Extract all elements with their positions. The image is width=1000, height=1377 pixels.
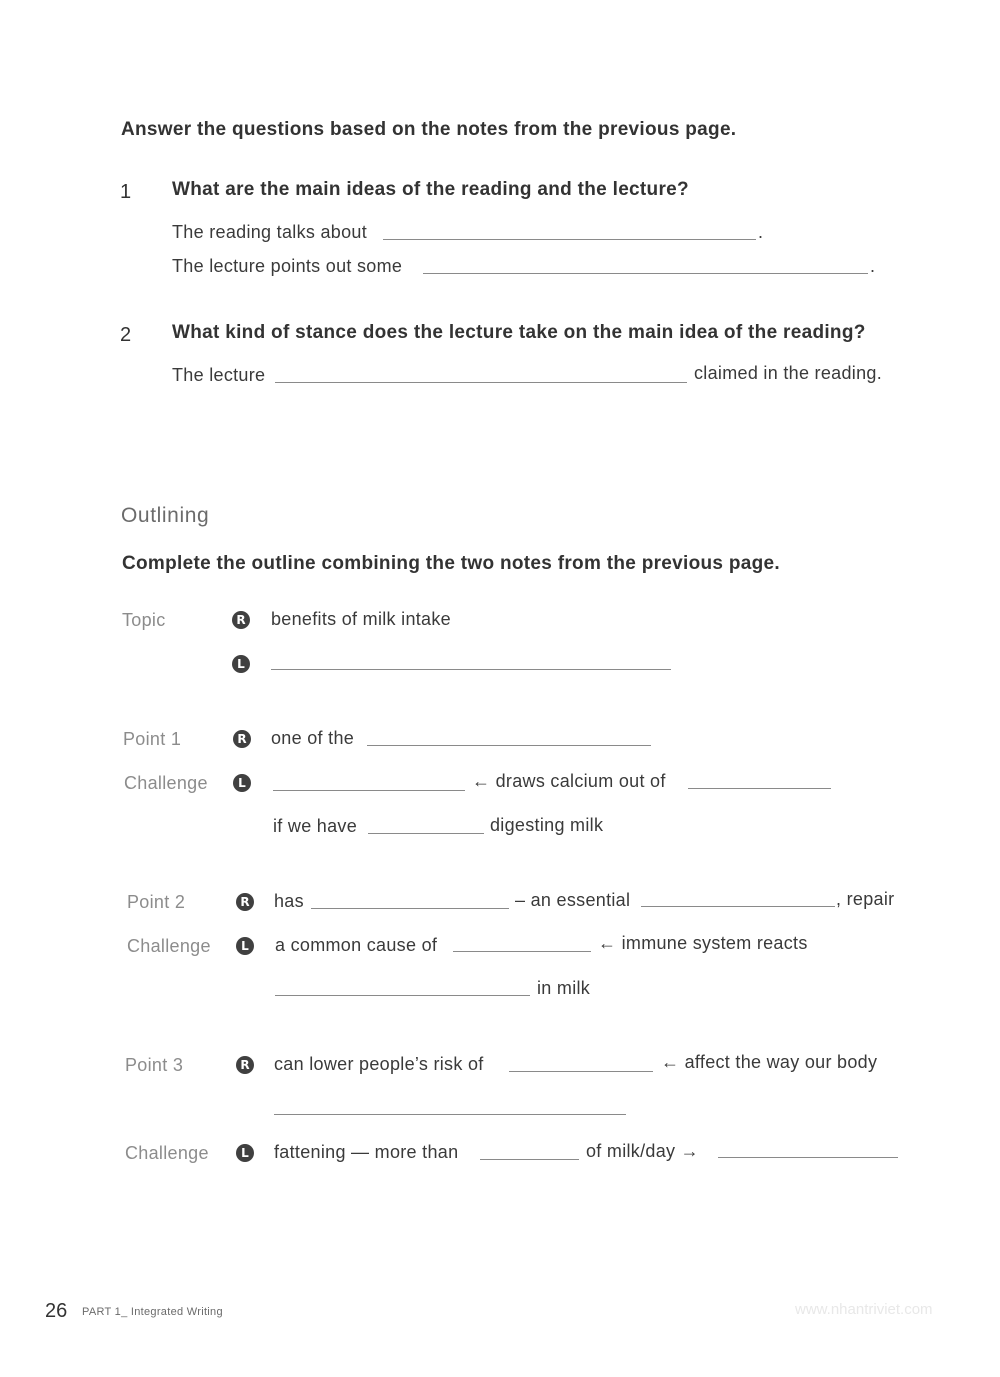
- lecture-badge-icon: L: [236, 1144, 254, 1162]
- question-1-text: What are the main ideas of the reading and the lecture?: [172, 179, 689, 200]
- point-2-reading-b: – an essential: [515, 890, 631, 910]
- point-3-reading-a: can lower people’s risk of: [274, 1054, 484, 1074]
- point-3-challenge-label: Challenge: [125, 1143, 209, 1163]
- question-1-line-2-suffix: .: [870, 256, 876, 276]
- lecture-badge-icon: L: [236, 937, 254, 955]
- topic-reading-text: benefits of milk intake: [271, 609, 451, 629]
- point-2-challenge-line2: in milk: [537, 978, 591, 998]
- point-3-label: Point 3: [125, 1055, 184, 1075]
- lecture-badge-icon: L: [232, 655, 250, 673]
- answer-blank[interactable]: [271, 669, 671, 670]
- point-1-challenge-line2-a: if we have: [273, 816, 358, 836]
- answer-blank[interactable]: [453, 951, 591, 952]
- reading-badge-icon: R: [236, 1056, 254, 1074]
- answer-blank[interactable]: [480, 1159, 579, 1160]
- point-2-reading-a: has: [274, 891, 304, 911]
- answer-blank[interactable]: [367, 745, 651, 746]
- page-number: 26: [45, 1300, 68, 1322]
- answer-blank[interactable]: [641, 906, 835, 907]
- point-3-challenge-b: of milk/day →: [586, 1141, 699, 1161]
- question-1-number: 1: [120, 181, 132, 203]
- point-1-reading-text: one of the: [271, 728, 355, 748]
- answer-blank[interactable]: [368, 833, 484, 834]
- answer-blank[interactable]: [509, 1071, 653, 1072]
- answer-blank[interactable]: [688, 788, 831, 789]
- answer-blank[interactable]: [275, 995, 530, 996]
- point-2-challenge-a: a common cause of: [275, 935, 438, 955]
- answer-blank[interactable]: [273, 790, 465, 791]
- point-2-challenge-b: ← immune system reacts: [598, 933, 808, 953]
- point-3-challenge-a: fattening — more than: [274, 1142, 459, 1162]
- point-2-reading-c: , repair: [836, 889, 895, 909]
- point-3-reading-b: ← affect the way our body: [661, 1052, 878, 1072]
- question-2-line-1-suffix: claimed in the reading.: [694, 363, 883, 383]
- question-2-line-1-prefix: The lecture: [172, 365, 266, 385]
- reading-badge-icon: R: [233, 730, 251, 748]
- point-1-challenge-label: Challenge: [124, 773, 208, 793]
- answer-blank[interactable]: [275, 382, 687, 383]
- point-2-challenge-label: Challenge: [127, 936, 211, 956]
- point-2-label: Point 2: [127, 892, 186, 912]
- footer-part-label: PART 1_ Integrated Writing: [82, 1306, 223, 1318]
- question-1-line-2-prefix: The lecture points out some: [172, 256, 403, 276]
- topic-label: Topic: [122, 610, 166, 630]
- instructions: Answer the questions based on the notes from the previous page.: [121, 119, 737, 140]
- lecture-badge-icon: L: [233, 774, 251, 792]
- point-1-label: Point 1: [123, 729, 182, 749]
- question-1-line-1-prefix: The reading talks about: [172, 222, 368, 242]
- answer-blank[interactable]: [383, 239, 756, 240]
- question-1-line-1-suffix: .: [758, 222, 764, 242]
- answer-blank[interactable]: [718, 1157, 898, 1158]
- footer-website-watermark: www.nhantriviet.com: [795, 1301, 933, 1318]
- answer-blank[interactable]: [274, 1114, 626, 1115]
- reading-badge-icon: R: [232, 611, 250, 629]
- question-2-number: 2: [120, 324, 132, 346]
- point-1-challenge-mid: ← draws calcium out of: [472, 771, 666, 791]
- outlining-heading: Outlining: [121, 504, 210, 527]
- reading-badge-icon: R: [236, 893, 254, 911]
- point-1-challenge-line2-b: digesting milk: [490, 815, 604, 835]
- answer-blank[interactable]: [423, 273, 868, 274]
- answer-blank[interactable]: [311, 908, 509, 909]
- question-2-text: What kind of stance does the lecture take on the main idea of the reading?: [172, 322, 866, 343]
- outlining-instructions: Complete the outline combining the two notes from the previous page.: [122, 553, 780, 574]
